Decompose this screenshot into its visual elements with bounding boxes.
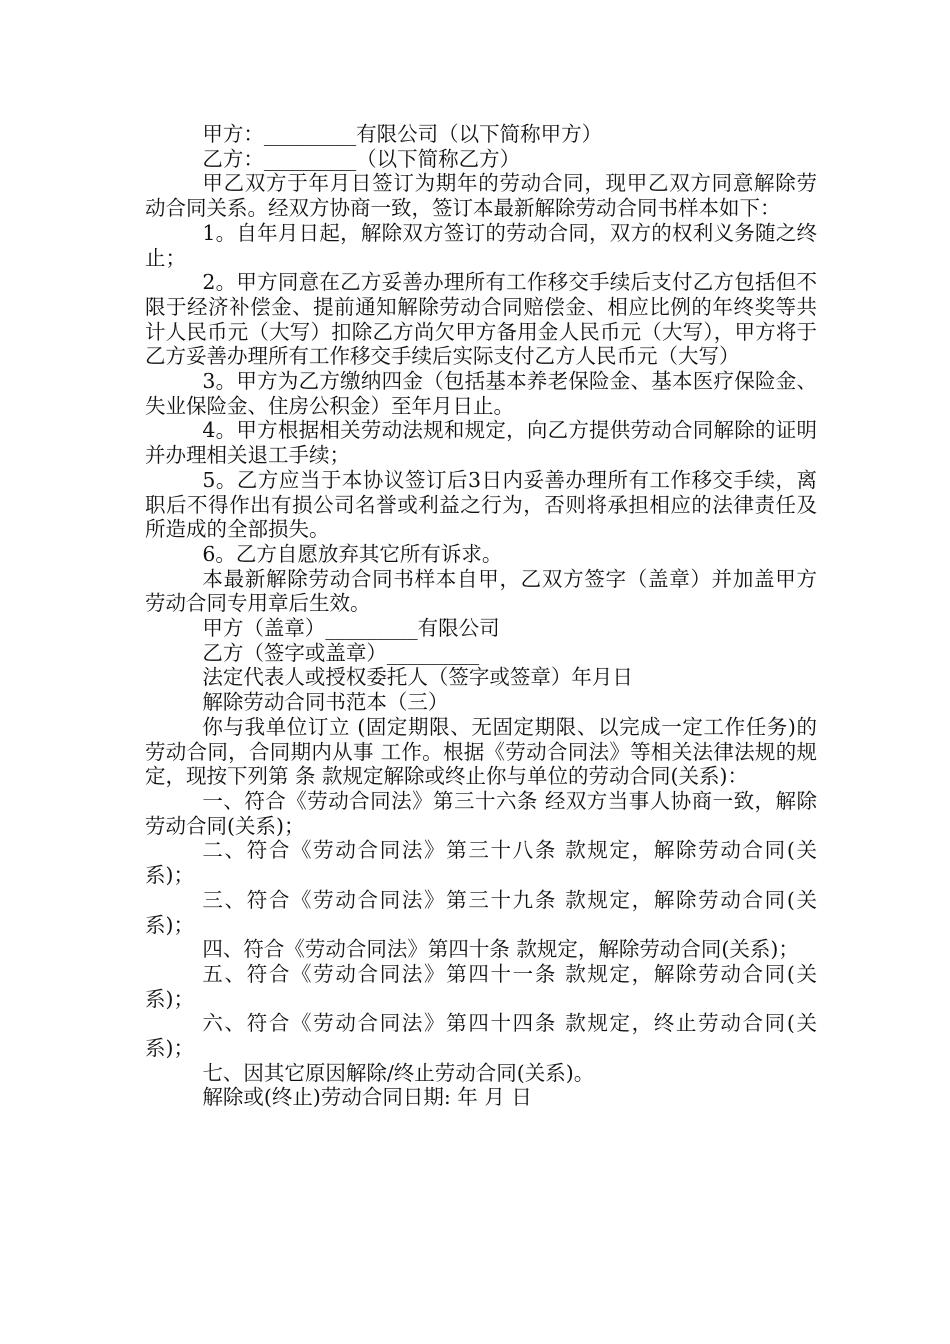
notice-paragraph: 你与我单位订立 (固定期限、无固定期限、以完成一定工作任务)的劳动合同，合同期内从事 工作。根据《劳动合同法》等相关法律法规的规定，现按下列第 条 款规定解除或终止你与单位的劳动合同(关系)： — [145, 714, 817, 789]
representative-signature: 法定代表人或授权委托人（签字或签章）年月日 — [202, 665, 633, 690]
reason-6: 六、符合《劳动合同法》第四十四条 款规定，终止劳动合同(关系)； — [145, 1011, 817, 1061]
clause-5: 5。乙方应当于本协议签订后3日内妥善办理所有工作移交手续，离职后不得作出有损公司名誉或利益之行为，否则将承担相应的法律责任及所造成的全部损失。 — [145, 467, 817, 542]
reason-4: 四、符合《劳动合同法》第四十条 款规定，解除劳动合同(关系)； — [202, 937, 799, 962]
effect-clause: 本最新解除劳动合同书样本自甲，乙双方签字（盖章）并加盖甲方劳动合同专用章后生效。 — [145, 566, 817, 616]
party-a-line: 甲方：_________有限公司（以下简称甲方） — [202, 122, 603, 146]
party-b-line: 乙方：_________（以下简称乙方） — [202, 146, 521, 171]
clause-3: 3。甲方为乙方缴纳四金（包括基本养老保险金、基本医疗保险金、失业保险金、住房公积金）至年月日止。 — [145, 369, 817, 418]
reason-5: 五、符合《劳动合同法》第四十一条 款规定，解除劳动合同(关系)； — [145, 961, 817, 1011]
termination-date: 解除或(终止)劳动合同日期: 年 月 日 — [202, 1085, 532, 1110]
intro-paragraph: 甲乙双方于年月日签订为期年的劳动合同，现甲乙双方同意解除劳动合同关系。经双方协商一致，签订本最新解除劳动合同书样本如下： — [145, 171, 817, 221]
clause-4: 4。甲方根据相关劳动法规和规定，向乙方提供劳动合同解除的证明并办理相关退工手续； — [145, 418, 817, 468]
clause-1: 1。自年月日起，解除双方签订的劳动合同，双方的权利义务随之终止； — [145, 220, 817, 270]
party-b-signature: 乙方（签字或盖章）_________ — [202, 640, 480, 665]
section-heading: 解除劳动合同书范本（三） — [202, 690, 449, 715]
party-a-signature: 甲方（盖章）_________有限公司 — [202, 616, 500, 641]
reason-1: 一、符合《劳动合同法》第三十六条 经双方当事人协商一致，解除劳动合同(关系)； — [145, 788, 817, 838]
reason-3: 三、符合《劳动合同法》第三十九条 款规定，解除劳动合同(关系)； — [145, 887, 817, 937]
document-page — [145, 122, 817, 1110]
reason-2: 二、符合《劳动合同法》第三十八条 款规定，解除劳动合同(关系)； — [145, 838, 817, 888]
clause-6: 6。乙方自愿放弃其它所有诉求。 — [202, 541, 503, 566]
reason-7: 七、因其它原因解除/终止劳动合同(关系)。 — [202, 1060, 595, 1085]
clause-2: 2。甲方同意在乙方妥善办理所有工作移交手续后支付乙方包括但不限于经济补偿金、提前通知解除劳动合同赔偿金、相应比例的年终奖等共计人民币元（大写）扣除乙方尚欠甲方备用金人民币元（大写），甲方将于乙方妥善办理所有工作移交手续后实际支付乙方人民币元（大写） — [145, 270, 817, 369]
